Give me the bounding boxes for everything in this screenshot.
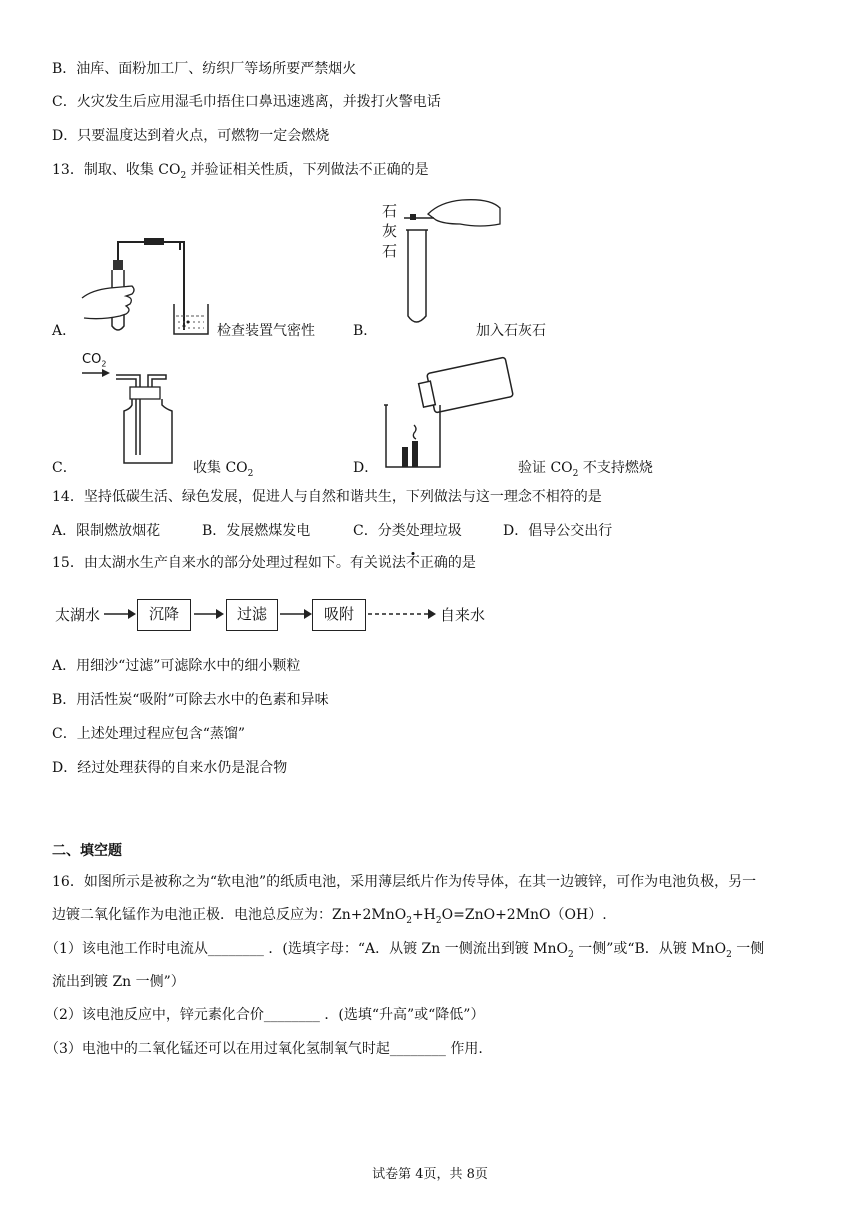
q16-part1-line2: 流出到镀 Zn 一侧”） — [52, 974, 185, 990]
airtightness-check-figure — [80, 230, 220, 340]
section-title: 二、填空题 — [52, 843, 122, 859]
q14-option-b: B．发展燃煤发电 — [202, 523, 311, 539]
flow-start: 太湖水 — [55, 606, 101, 624]
co2-inlet-label: $CO_2$ — [82, 352, 107, 369]
q16-stem-line1: 16．如图所示是被称之为“软电池”的纸质电池，采用薄层纸片作为传导体，在其一边镀锌，可作为电池负极，另一 — [52, 874, 757, 890]
q15-stem: 15．由太湖水生产自来水的部分处理过程如下。有关说法不正确的是 — [52, 555, 476, 571]
gas-collection-bottle-figure — [80, 365, 190, 469]
q14-option-a: A．限制燃放烟花 — [52, 523, 161, 539]
q12-option-b: B．油库、面粉加工厂、纺织厂等场所要严禁烟火 — [52, 61, 357, 77]
q15-option-a: A．用细沙“过滤”可滤除水中的细小颗粒 — [52, 658, 301, 674]
q13-option-d-label: D． — [353, 460, 379, 476]
q14-option-d: D．倡导公交出行 — [503, 523, 613, 539]
page-footer: 试卷第 4页，共 8页 — [372, 1167, 488, 1182]
flow-arrow-dashed — [366, 606, 438, 622]
q14-option-c: C．分类处理垃圾 — [353, 523, 462, 539]
q13-stem: 13．制取、收集 $CO_2$ 并验证相关性质，下列做法不正确的是 — [52, 162, 429, 181]
flow-arrow-2 — [192, 606, 226, 622]
q13-option-b-label: B． — [353, 323, 378, 339]
q14-stem: 14．坚持低碳生活、绿色发展，促进人与自然和谐共生，下列做法与这一理念不相符的是 — [52, 489, 602, 505]
q15-option-d: D．经过处理获得的自来水仍是混合物 — [52, 760, 288, 776]
q16-part2: （2）该电池反应中，锌元素化合价________ ．(选填“升高”或“降低”） — [45, 1007, 485, 1023]
q13-option-d-caption: 验证 $CO_2$ 不支持燃烧 — [518, 460, 653, 479]
q13-option-a-label: A． — [52, 323, 77, 339]
q16-part1-line1: （1）该电池工作时电流从________ ．(选填字母：“A．从镀 Zn 一侧流出到镀 MnO$_2$ 一侧”或“B．从镀 MnO$_2$ 一侧 — [45, 941, 765, 960]
flow-step-adsorption: 吸附 — [312, 599, 366, 631]
q12-option-d: D．只要温度达到着火点，可燃物一定会燃烧 — [52, 128, 330, 144]
q12-option-c: C．火灾发生后应用湿毛巾捂住口鼻迅速逃离，并拨打火警电话 — [52, 94, 441, 110]
add-limestone-figure — [400, 194, 510, 330]
flow-step-filtering: 过滤 — [226, 599, 278, 631]
q13-option-c-caption: 收集 $CO_2$ — [193, 460, 254, 479]
q15-option-b: B．用活性炭“吸附”可除去水中的色素和异味 — [52, 692, 329, 708]
flow-step-settling: 沉降 — [137, 599, 191, 631]
flow-arrow-3 — [278, 606, 314, 622]
q16-stem-line2: 边镀二氧化锰作为电池正极．电池总反应为：$Zn+2MnO_2+H_2O=ZnO+2MnO(OH)$. — [52, 907, 607, 926]
candle-co2-test-figure — [380, 355, 520, 475]
q13-option-b-caption: 加入石灰石 — [476, 323, 546, 339]
q15-option-c: C．上述处理过程应包含“蒸馏” — [52, 726, 246, 742]
flow-arrow-1 — [100, 606, 140, 622]
q16-part3: （3）电池中的二氧化锰还可以在用过氧化氢制氧气时起________ 作用. — [45, 1041, 483, 1057]
q13-option-c-label: C． — [52, 460, 77, 476]
flow-end: 自来水 — [440, 606, 486, 624]
limestone-label: 石 灰 石 — [382, 202, 398, 260]
q13-option-a-caption: 检查装置气密性 — [217, 323, 315, 339]
